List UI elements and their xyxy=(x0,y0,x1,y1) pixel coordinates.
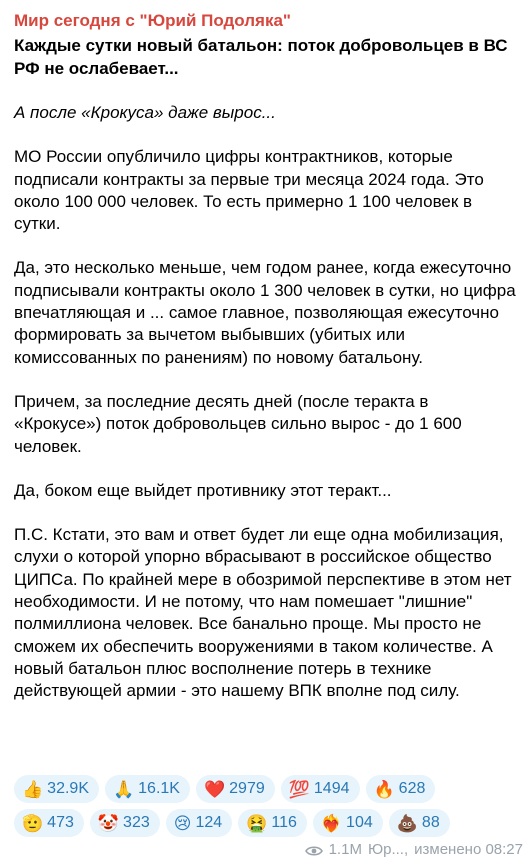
fire-icon: 🔥 xyxy=(373,779,395,799)
reaction-chip[interactable] xyxy=(14,809,84,837)
reaction-count: 104 xyxy=(346,814,373,831)
reaction-chip[interactable] xyxy=(313,809,383,837)
reaction-count: 1494 xyxy=(313,780,350,797)
reaction-count: 32.9K xyxy=(47,780,89,797)
post-subtitle: А после «Крокуса» даже вырос... xyxy=(14,103,276,122)
hundred-icon: 💯 xyxy=(288,779,310,799)
reaction-chip[interactable] xyxy=(238,809,307,837)
reactions-row-2 xyxy=(14,809,524,837)
poop-icon: 💩 xyxy=(396,813,418,833)
reaction-count: 2979 xyxy=(229,780,265,797)
heart-icon: ❤️ xyxy=(203,779,226,799)
vomit-icon: 🤮 xyxy=(246,813,268,833)
reaction-chip[interactable] xyxy=(366,775,436,803)
thumbs-up-icon: 👍 xyxy=(22,779,44,799)
reaction-chip[interactable] xyxy=(14,775,99,803)
post-body xyxy=(14,80,517,703)
post-headline: Каждые сутки новый батальон: поток добровольцев в ВС РФ не ослабевает... xyxy=(14,36,508,78)
reaction-count: 16.1K xyxy=(138,780,180,797)
reaction-chip[interactable] xyxy=(105,775,190,803)
eye-icon xyxy=(305,844,323,856)
reaction-count: 116 xyxy=(271,814,297,831)
reaction-count: 124 xyxy=(195,814,223,831)
salute-icon: 🫡 xyxy=(22,813,44,833)
reaction-count: 628 xyxy=(398,780,426,797)
heart-fire-icon: ❤️‍🔥 xyxy=(320,813,343,833)
post-paragraph: МО России опубличило цифры контрактников, которые подписали контракты за первые три месяца 2024 года. Это около 100 000 человек. То есть примерно 1 100 человек в сутки. xyxy=(14,147,484,234)
reaction-count: 473 xyxy=(47,814,74,831)
reaction-chip[interactable] xyxy=(281,775,360,803)
cry-icon: 😢 xyxy=(173,813,192,833)
reaction-count: 323 xyxy=(123,814,150,831)
post-paragraph: Да, это несколько меньше, чем годом ранее, когда ежесуточно подписывали контракты около 1 300 человек в сутки, но цифра впечатляющая и ... самое главное, позволяющая ежесуточно формировать за вычетом выбывших (убитых или комиссованных по ранениям) по новому батальону. xyxy=(14,258,516,367)
author-signature: Юр..., xyxy=(367,841,409,858)
reactions-row-1 xyxy=(14,775,524,803)
reaction-count: 88 xyxy=(421,814,440,831)
channel-name[interactable]: Мир сегодня с "Юрий Подоляка" xyxy=(14,11,291,30)
reaction-chip[interactable] xyxy=(90,809,160,837)
post-paragraph: П.С. Кстати, это вам и ответ будет ли еще одна мобилизация, слухи о которой упорно вбрасывают в российское общество ЦИПСа. По крайней мере в обозримой перспективе в этом нет необходимости. И не потому, что нам помешает "лишние" полмиллиона человек. Все банально проще. Мы просто не сможем их обеспечить вооружениями в таком количестве. А новый батальон плюс восполнение потерь в технике действующей армии - это нашему ВПК вполне под силу. xyxy=(14,525,512,701)
view-count: 1.1M xyxy=(328,841,362,858)
reaction-chip[interactable] xyxy=(389,809,450,837)
pray-icon: 🙏 xyxy=(112,779,135,799)
message-meta xyxy=(305,841,523,858)
post-paragraph: Да, боком еще выйдет противнику этот теракт... xyxy=(14,480,392,500)
edited-timestamp: изменено 08:27 xyxy=(414,841,523,858)
reaction-chip[interactable] xyxy=(196,775,275,803)
reaction-chip[interactable] xyxy=(166,809,232,837)
clown-icon: 🤡 xyxy=(97,813,120,833)
post-paragraph: Причем, за последние десять дней (после теракта в «Крокусе») поток добровольцев сильно вырос - до 1 600 человек. xyxy=(14,391,462,456)
